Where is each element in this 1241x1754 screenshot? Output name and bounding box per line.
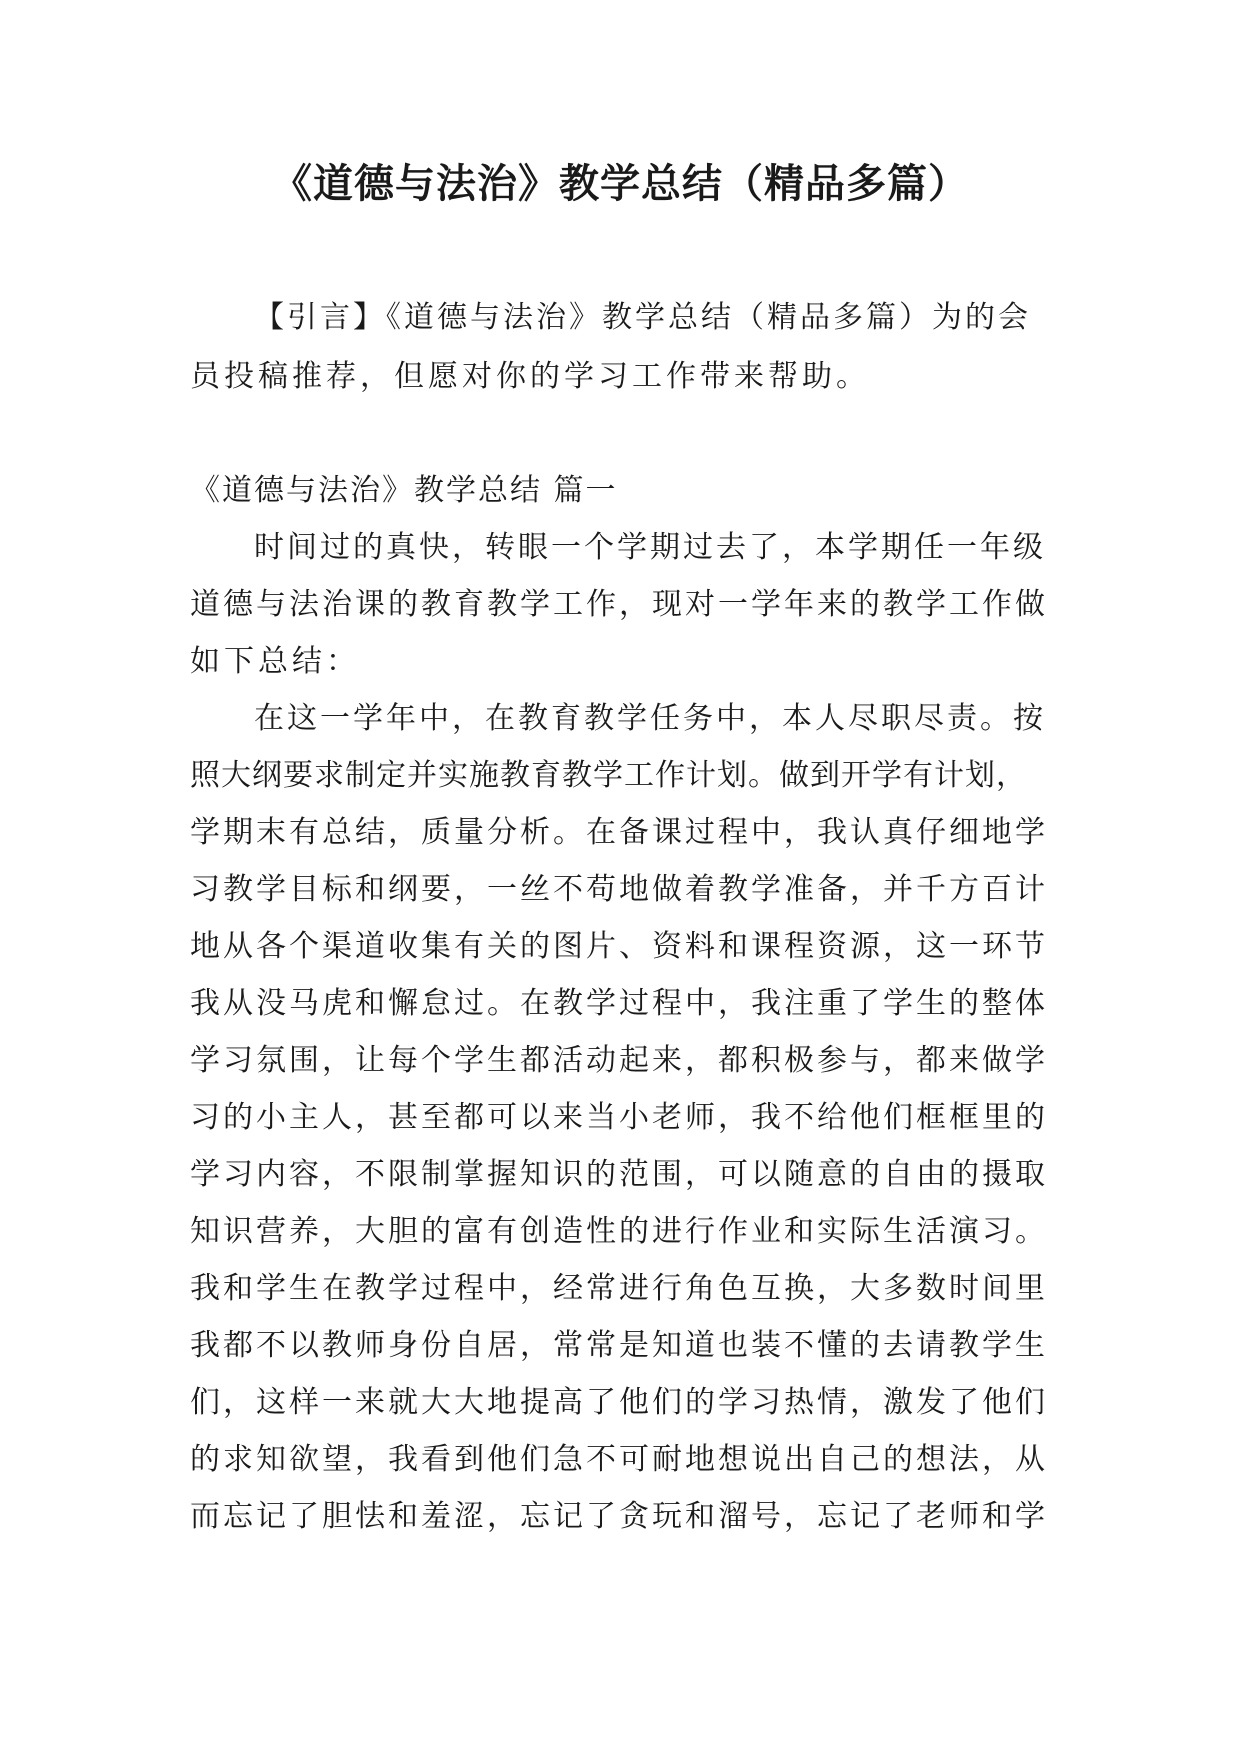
paragraph-line: 地从各个渠道收集有关的图片、资料和课程资源，这一环节 [190, 929, 1048, 964]
paragraph-line: 们，这样一来就大大地提高了他们的学习热情，激发了他们 [190, 1385, 1048, 1420]
paragraph-line: 学期末有总结，质量分析。在备课过程中，我认真仔细地学 [190, 815, 1048, 850]
paragraph-line: 学习氛围，让每个学生都活动起来，都积极参与，都来做学 [190, 1043, 1048, 1078]
paragraph-line: 而忘记了胆怯和羞涩，忘记了贪玩和溜号，忘记了老师和学 [190, 1499, 1048, 1534]
paragraph-line: 习教学目标和纲要，一丝不苟地做着教学准备，并千方百计 [190, 872, 1048, 907]
paragraph-line: 我从没马虎和懈怠过。在教学过程中，我注重了学生的整体 [190, 986, 1048, 1021]
paragraph-line: 知识营养，大胆的富有创造性的进行作业和实际生活演习。 [190, 1214, 1048, 1249]
paragraph-line: 照大纲要求制定并实施教育教学工作计划。做到开学有计划， [190, 758, 1027, 793]
paragraph-line: 学习内容，不限制掌握知识的范围，可以随意的自由的摄取 [190, 1157, 1048, 1192]
paragraph-line: 习的小主人，甚至都可以来当小老师，我不给他们框框里的 [190, 1100, 1048, 1135]
paragraph-line: 的求知欲望，我看到他们急不可耐地想说出自己的想法，从 [190, 1442, 1048, 1477]
intro-line: 员投稿推荐，但愿对你的学习工作带来帮助。 [190, 359, 870, 394]
paragraph-line: 时间过的真快，转眼一个学期过去了，本学期任一年级 [254, 530, 1046, 565]
intro-line: 【引言】《道德与法治》教学总结（精品多篇）为的会 [254, 300, 1031, 335]
document-title: 《道德与法治》教学总结（精品多篇） [272, 161, 969, 207]
paragraph-line: 在这一学年中，在教育教学任务中，本人尽职尽责。按 [254, 701, 1046, 736]
paragraph-line: 如下总结： [190, 644, 360, 679]
paragraph-line: 道德与法治课的教育教学工作，现对一学年来的教学工作做 [190, 587, 1048, 622]
section-heading: 《道德与法治》教学总结 篇一 [190, 473, 618, 508]
paragraph-line: 我都不以教师身份自居，常常是知道也装不懂的去请教学生 [190, 1328, 1048, 1363]
paragraph-line: 我和学生在教学过程中，经常进行角色互换，大多数时间里 [190, 1271, 1048, 1306]
